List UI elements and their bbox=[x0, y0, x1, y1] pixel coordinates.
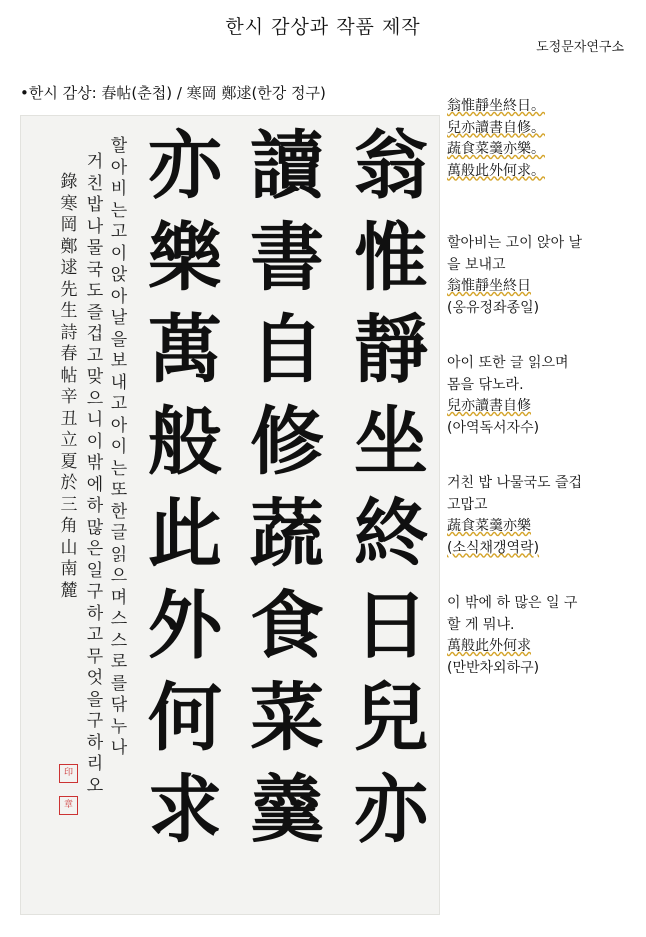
line-reading: (옹유정좌종일) bbox=[447, 299, 540, 316]
poem-line-4: 萬般此外何求。 bbox=[447, 162, 545, 179]
artwork-small-column-1: 할아비는고이앉아날을보내고아이는또한글읽으며스스로를닦누나 bbox=[110, 136, 128, 758]
translation-text: 아이 또한 글 읽으며 bbox=[447, 355, 569, 371]
artist-seal-1: 印 bbox=[59, 764, 78, 783]
line-hanja: 兒亦讀書自修 bbox=[447, 398, 531, 414]
translation-text: 을 보내고 bbox=[447, 256, 506, 273]
translation-text: 거친 밥 나물국도 즐겁 bbox=[447, 475, 583, 491]
line-hanja: 翁惟靜坐終日 bbox=[447, 278, 531, 294]
line-hanja: 萬般此外何求 bbox=[447, 638, 531, 654]
page-title: 한시 감상과 작품 제작 bbox=[225, 16, 421, 38]
artwork-large-column-2: 讀書自修蔬食菜羹 bbox=[250, 123, 324, 853]
artwork-small-column-3: 錄寒岡鄭逑先生詩春帖辛丑立夏於三角山南麓 bbox=[60, 172, 78, 601]
poem-line-1: 翁惟靜坐終日。 bbox=[447, 98, 545, 114]
artist-seal-2: 章 bbox=[59, 796, 78, 815]
organization-name: 도정문자연구소 bbox=[536, 40, 624, 55]
poem-line-2: 兒亦讀書自修。 bbox=[447, 119, 545, 136]
artwork-large-column-3: 亦樂萬般此外何求 bbox=[148, 123, 222, 853]
calligraphy-artwork bbox=[20, 115, 440, 915]
line-reading: (소식채갱역락) bbox=[447, 539, 540, 556]
line-reading: (아역독서자수) bbox=[447, 419, 540, 436]
artwork-large-column-1: 翁惟靜坐終日兒亦 bbox=[354, 123, 428, 853]
translation-text: 몸을 닦노라. bbox=[447, 376, 524, 393]
section-heading: •한시 감상: 春帖(춘첩) / 寒岡 鄭逑(한강 정구) bbox=[20, 84, 326, 102]
translation-text: 할아비는 고이 앉아 날 bbox=[447, 235, 583, 251]
translation-text: 고맙고 bbox=[447, 496, 488, 513]
line-hanja: 蔬食菜羹亦樂 bbox=[447, 518, 531, 534]
translation-panel bbox=[447, 96, 627, 679]
artwork-small-column-2: 거친밥나물국도즐겁고맞으니이밖에하많은일구하고무엇을구하리오 bbox=[86, 152, 104, 796]
translation-text: 이 밖에 하 많은 일 구 bbox=[447, 595, 578, 611]
line-reading: (만반차외하구) bbox=[447, 659, 540, 676]
translation-text: 할 게 뭐냐. bbox=[447, 616, 515, 633]
poem-line-3: 蔬食菜羹亦樂。 bbox=[447, 141, 545, 157]
